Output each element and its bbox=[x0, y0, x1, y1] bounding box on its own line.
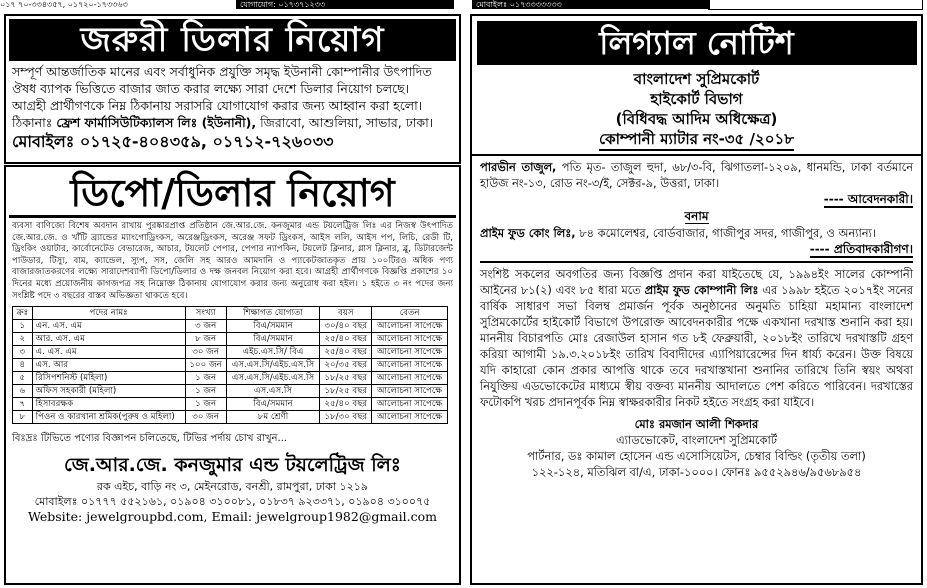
cell-salary: আলোচনা সাপেক্ষে bbox=[372, 320, 448, 333]
depot-ad-address: রক এইচ, বাড়ি নং ৩, মেইনরোড, বনশ্রী, রামপুরা, ঢাকা ১২১৯ bbox=[96, 480, 369, 494]
petitioner-label: ---- আবেদনকারী। bbox=[823, 192, 913, 206]
cell-education: বিএ/সমমান bbox=[226, 320, 320, 333]
court-heading bbox=[472, 69, 921, 151]
notice-text-b: এর ১৯৯৮ হইতে ২০১৭ইং সনের বার্ষিক সাধারণ সভা বিলম্ব প্রমার্জন পূর্বক অনুষ্ঠানের অনুমতি চাহিয়া মহামান্য বাংলাদেশ সুপ্রিমকোর্টের হাইকোর্ট বিভাগে উপরোক্ত আবেদনকারীর পক্ষে একখানা দরখাস্ত শুনানি করা হয়। মাননীয় বিচারপতি মোঃ রেজাউল হাসান গত ৮ই ফেব্রুয়ারী, ২০১৮ইং তারিখে দরখাস্তটি গ্রহণ করিয়া আগামী ১৯.৩.২০১৮ইং তারিখ বিবাদীদের এ্যাপিয়ারেন্সের দিন ধার্য্য করেন। উক্ত বিষয়ে যদি কাহারো কোন প্রকার আপত্তি থাকে তবে দরখাস্তখানা শুনানির তারিখে তিনি স্বয়ং অথবা নিযুক্তিয় এডভোকেটের মাধ্যমে স্বীয় বক্তব্য মাননীয় আদালতে পেশ করিতে পারিবেন। দরখাস্তের ফটোকপি খরচ প্রদানপূর্বক নিম্ন স্বাক্ষরকারীর নিকট হইতে সংগ্রহ করা যাইবে। bbox=[480, 283, 913, 409]
respondent-name: প্রাইম ফুড কোং লিঃ, bbox=[480, 226, 576, 240]
cell-count: ১০০ জন bbox=[185, 359, 226, 372]
cell-post: আর. এস. এম bbox=[32, 333, 185, 346]
top-strip-text-1: ০১৭ ৭০-৩৩৪৩৫৭, ০১৭২০-১৭৩৩৬৩ bbox=[0, 0, 128, 9]
cell-serial: ২ bbox=[13, 333, 33, 346]
respondent-text bbox=[480, 225, 913, 241]
cell-serial: ৪ bbox=[13, 359, 33, 372]
cell-count: ৮ জন bbox=[185, 333, 226, 346]
legal-notice-box bbox=[470, 14, 923, 585]
depot-ad-box bbox=[4, 165, 461, 585]
top-strip-text-3: মোবাইলঃ ০১৭৩৩৩৩৩৩৩ bbox=[472, 0, 710, 9]
dealer-ad-address bbox=[12, 114, 453, 131]
cell-post: পিওন ও কারখানা শ্রমিক(পুরুষ ও মহিলা) bbox=[32, 411, 185, 424]
dealer-ad-body bbox=[6, 61, 459, 153]
cell-salary: আলোচনা সাপেক্ষে bbox=[372, 372, 448, 385]
cell-post: অফিস সহকারী (মহিলা) bbox=[32, 385, 185, 398]
cell-post: এস. আর bbox=[32, 359, 185, 372]
cell-serial: ৭ bbox=[13, 398, 33, 411]
cell-post: রিসিপশনিস্ট (মহিলা) bbox=[32, 372, 185, 385]
table-row bbox=[13, 359, 448, 372]
depot-ad-note: বিঃদ্রঃ টিভিতে পণ্যের বিজ্ঞাপন চলিতেছে, টিভির পর্দায় চোখ রাখুন... bbox=[12, 433, 288, 445]
cell-age: ২৫/৪০ বছর bbox=[320, 346, 372, 359]
dealer-ad-banner: জরুরী ডিলার নিয়োগ bbox=[9, 19, 456, 61]
address-company: ফ্রেশ ফার্মাসিউটিক্যালস লিঃ (ইউনানী), bbox=[56, 115, 257, 130]
cell-education: এস.এস.সি bbox=[226, 385, 320, 398]
cell-salary: আলোচনা সাপেক্ষে bbox=[372, 359, 448, 372]
cell-count: ১ জন bbox=[185, 385, 226, 398]
header-post: পদের নামঃ bbox=[32, 307, 185, 320]
table-row bbox=[13, 333, 448, 346]
depot-ad-company: জে.আর.জে. কনজুমার এন্ড টয়লেট্রিজ লিঃ bbox=[64, 454, 401, 477]
signatory-firm: পার্টনার, ডঃ কামাল হোসেন এন্ড এসোসিয়েটস, চেম্বার বিল্ডিং (তৃতীয় তলা) bbox=[527, 449, 866, 463]
respondent-label: ---- প্রতিবাদকারীগণ। bbox=[809, 242, 913, 256]
cell-count: ১ জন bbox=[185, 398, 226, 411]
table-row bbox=[13, 411, 448, 424]
address-label: ঠিকানাঃ bbox=[12, 115, 53, 130]
depot-ad-web: Website: jewelgroupbd.com, Email: jewelgroup1982@gmail.com bbox=[28, 509, 437, 525]
petitioner-details: পতি মৃত- তাজুল হুদা, ৬৮/৩-বি, ঝিগাতলা-১২০৯, ধানমন্ডি, ঢাকা বর্তমানে হাউজ নং-১৩, রোড নং-৩/ই, সেক্টর-৯, উত্তরা, ঢাকা। bbox=[480, 160, 914, 190]
respondent-details: ৮৪ কমোলেশ্বর, বোর্ডবাজার, গাজীপুর সদর, গাজীপুর, ও অন্যান্য। bbox=[579, 226, 876, 240]
cell-age: ১৮/৩০ বছর bbox=[320, 411, 372, 424]
signature-block bbox=[480, 416, 913, 480]
job-table-header bbox=[13, 307, 448, 320]
cell-age: ২০/৩৫ বছর bbox=[320, 359, 372, 372]
notice-company: প্রাইম ফুড কোম্পানী লিঃ bbox=[644, 283, 759, 297]
cell-age: ১৮/২৫ বছর bbox=[320, 385, 372, 398]
cell-serial: ৬ bbox=[13, 385, 33, 398]
signatory-name: মোঃ রমজান আলী শিকদার bbox=[634, 417, 759, 431]
cell-age: ৩০/৪০ বছর bbox=[320, 320, 372, 333]
header-count: সংখ্যা bbox=[185, 307, 226, 320]
divider bbox=[472, 154, 921, 156]
cell-count: ৩ জন bbox=[185, 320, 226, 333]
table-row bbox=[13, 385, 448, 398]
cell-education: এইচ.এস.সি/ বিএ bbox=[226, 346, 320, 359]
table-row bbox=[13, 346, 448, 359]
notice-paragraph bbox=[480, 266, 913, 410]
court-line-4: কোম্পানী ম্যাটার নং-৩৫ /২০১৮ bbox=[599, 129, 794, 151]
cell-salary: আলোচনা সাপেক্ষে bbox=[372, 333, 448, 346]
cell-count: ৩০ জন bbox=[185, 346, 226, 359]
address-rest: জিরাবো, আশুলিয়া, সাভার, ঢাকা। bbox=[260, 115, 434, 130]
cell-serial: ৮ bbox=[13, 411, 33, 424]
cell-salary: আলোচনা সাপেক্ষে bbox=[372, 398, 448, 411]
job-table bbox=[12, 306, 448, 424]
cell-education: এস.এস.সি/এইচ.এস.সি bbox=[226, 359, 320, 372]
legal-notice-banner: লিগ্যাল নোটিশ bbox=[477, 21, 917, 65]
court-line-1: বাংলাদেশ সুপ্রিমকোর্ট bbox=[633, 70, 760, 88]
cell-count: ১ জন bbox=[185, 372, 226, 385]
cell-age: ১৮/২৫ বছর bbox=[320, 372, 372, 385]
court-line-2: হাইকোর্ট বিভাগ bbox=[650, 90, 743, 108]
top-strip-text-4 bbox=[708, 0, 923, 10]
cell-post: এন. এস. এম bbox=[32, 320, 185, 333]
court-line-3: (বিধিবদ্ধ আদিম অধিক্ষেত্র) bbox=[615, 110, 778, 128]
top-strip-text-2: যোগাযোগ: ০১৭৩৭১২৩৩ bbox=[236, 0, 454, 9]
table-row bbox=[13, 320, 448, 333]
cell-serial: ৫ bbox=[13, 372, 33, 385]
cell-count: ৩০ জন bbox=[185, 411, 226, 424]
signatory-title: এ্যাডভোকেট, বাংলাদেশ সুপ্রিমকোর্ট bbox=[616, 433, 777, 447]
dealer-ad-line1: সম্পূর্ণ আন্তর্জাতিক মানের এবং সর্বাধুনিক প্রযুক্তি সমৃদ্ধ ইউনানী কোম্পানীর উৎপাদিত ঔষধ ব্যাপক ভিত্তিতে বাজার জাত করার লক্ষ্যে সারা দেশে ডিলার নিয়োগ চলছে। bbox=[12, 64, 432, 96]
cell-education: বিএ/সমমান bbox=[226, 333, 320, 346]
notice-text-a: সংশিষ্ট সকলের অবগতির জন্য বিজ্ঞপ্তি প্রদান করা যাইতেছে যে, ১৯৯৪ইং সালের কোম্পানী আইনের ৮১(২) এবং ৮৫ ধারা মতে bbox=[480, 267, 913, 297]
cell-age: ২৫/৪০ বছর bbox=[320, 398, 372, 411]
depot-ad-banner: ডিপো/ডিলার নিয়োগ bbox=[9, 171, 456, 218]
dealer-ad-line2: আগ্রহী প্রার্থীগণকে নিম্ন ঠিকানায় সরাসরি যোগাযোগ করার জন্য আহ্বান করা হলো। bbox=[12, 98, 423, 113]
cell-post: এ. এস. এম bbox=[32, 346, 185, 359]
versus-label: বনাম bbox=[684, 209, 709, 223]
cell-salary: আলোচনা সাপেক্ষে bbox=[372, 385, 448, 398]
table-row bbox=[13, 398, 448, 411]
header-serial: ক্রঃ bbox=[13, 307, 33, 320]
dealer-ad-box bbox=[4, 14, 461, 164]
cell-serial: ১ bbox=[13, 320, 33, 333]
cell-serial: ৩ bbox=[13, 346, 33, 359]
cell-salary: আলোচনা সাপেক্ষে bbox=[372, 411, 448, 424]
cell-age: ২৫/৪০ বছর bbox=[320, 333, 372, 346]
divider bbox=[480, 261, 913, 263]
cell-post: হিসাবরক্ষক bbox=[32, 398, 185, 411]
depot-ad-phones: মোবাইলঃ ০১৭৭৭ ৫৫২১৬১, ০১৯০৪ ৩১০০৮১, ০১৮৩৭ ৯২৩৩৭১, ০১৯০৪ ৩১০০৭৫ bbox=[34, 495, 431, 509]
cell-education: এস.এস.সি/এইচ.এস.সি bbox=[226, 372, 320, 385]
top-strip bbox=[0, 0, 927, 12]
depot-ad-intro: ব্যবসা বাণিজ্যে বিশেষ অবদান রাখায় পুরষ্কারপ্রাপ্ত প্রতিষ্ঠান জে.আর.জে. কনজুমার এন্ড টয়লেট্রিজ লিঃ এর নিজস্ব উৎপাদিত জে.আর.জে. ও খাঁটি ব্র্যান্ডের ম্যাংগোড্রিংকস, অরেঞ্জড্রিংকস, অরেঞ্জ সফট ড্রিংকস, আইস ললি, আইস পপ, লিচি, রেডী টি, ড্রিংকিং ওয়াটার, কার্বোনেটেড বেভারেজ, আচার, টয়লেট পেপার, পেপার ন্যাপকিন, টয়লেট ক্লিনার, গ্লাস ক্লিনার, ব্লু, ডিটারজেন্ট পাউডার, টিস্যু, বাম, ক্যান্ডেল, স্যুপ, সস, জেলি সহ আরও আমদানি ও প্যাকেটজাতকৃত প্রায় ১০০টিরও অধিক পণ্য বাজারজাতকরণের লক্ষ্যে সারাদেশব্যাপী ডিপো/ডিলার ও দক্ষ জনবল নিয়োগ করা হবে। আগ্রহী প্রার্থীগণকে বিজ্ঞপ্তি প্রকাশের ১০ দিনের মধ্যে প্রয়োজনীয় কাগজপত্র সহ নিম্নোক্ত ঠিকানায় যোগাযোগ করার জন্য অনুরোধ করা হইল। ১ হইতে ৩ নং পদের জন্য সংশ্লিষ্ট পদে ৩ বছরের বাস্তব অভিজ্ঞতা থাকতে হবে। bbox=[12, 221, 453, 301]
dealer-ad-phone: মোবাইলঃ ০১৭২৫-৪০৪৩৫৯, ০১৭১২-৭২৬০৩৩ bbox=[12, 132, 334, 151]
cell-salary: আলোচনা সাপেক্ষে bbox=[372, 346, 448, 359]
petitioner-name: পারভীন তাজুল, bbox=[480, 160, 557, 174]
cell-education: বিএ/সমমান bbox=[226, 398, 320, 411]
legal-notice-body bbox=[472, 159, 921, 480]
signatory-address: ১২২-১২৪, মতিঝিল বা/এ, ঢাকা-১০০০। ফোনঃ ৯৫৫২৯৪৬/৯৫৬৮৯৫৪ bbox=[531, 465, 862, 479]
petitioner-text bbox=[480, 159, 913, 191]
cell-education: ৮ম শ্রেণী bbox=[226, 411, 320, 424]
header-salary: বেতন bbox=[372, 307, 448, 320]
header-education: শিক্ষাগত যোগ্যতা bbox=[226, 307, 320, 320]
header-age: বয়স bbox=[320, 307, 372, 320]
table-row bbox=[13, 372, 448, 385]
